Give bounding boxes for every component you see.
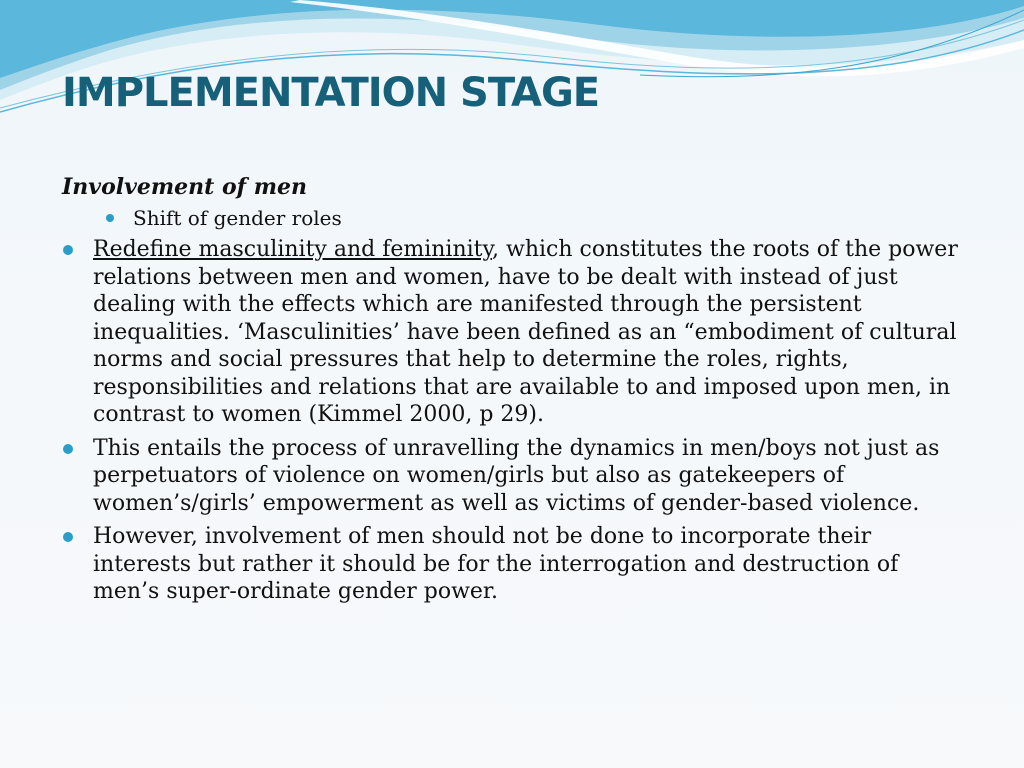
bullet-text: , which constitutes the roots of the power relations between men and women, have to be dealt with instead of just dealing with the effects which are manifested through the persistent inequalities. ‘Masculinities’ have been defined as an “embodiment of cultural norms and social pressures that help to determine the roles, rights, responsibilities and relations that are available to and imposed upon men, in contrast to women (Kimmel 2000, p 29).: [93, 237, 958, 427]
slide-content: [62, 170, 962, 612]
bullet-item-involvement: However, involvement of men should not be done to incorporate their interests but rather it should be for the interrogation and destruction of men’s super-ordinate gender power.: [62, 523, 963, 606]
sub-bullet-list: [62, 204, 962, 236]
sub-bullet-item: Shift of gender roles: [106, 204, 962, 232]
bullet-item-unravelling: This entails the process of unravelling the dynamics in men/boys not just as perpetuators of violence on women/girls but also as gatekeepers of women’s/girls’ empowerment as well as victims of gender-based violence.: [62, 435, 963, 518]
slide-title: IMPLEMENTATION STAGE: [62, 70, 600, 116]
subheading: Involvement of men: [62, 174, 308, 200]
underlined-phrase: Redefine masculinity and femininity: [93, 237, 493, 262]
bullet-list: [62, 236, 962, 606]
bullet-item-redefine: [62, 236, 963, 429]
